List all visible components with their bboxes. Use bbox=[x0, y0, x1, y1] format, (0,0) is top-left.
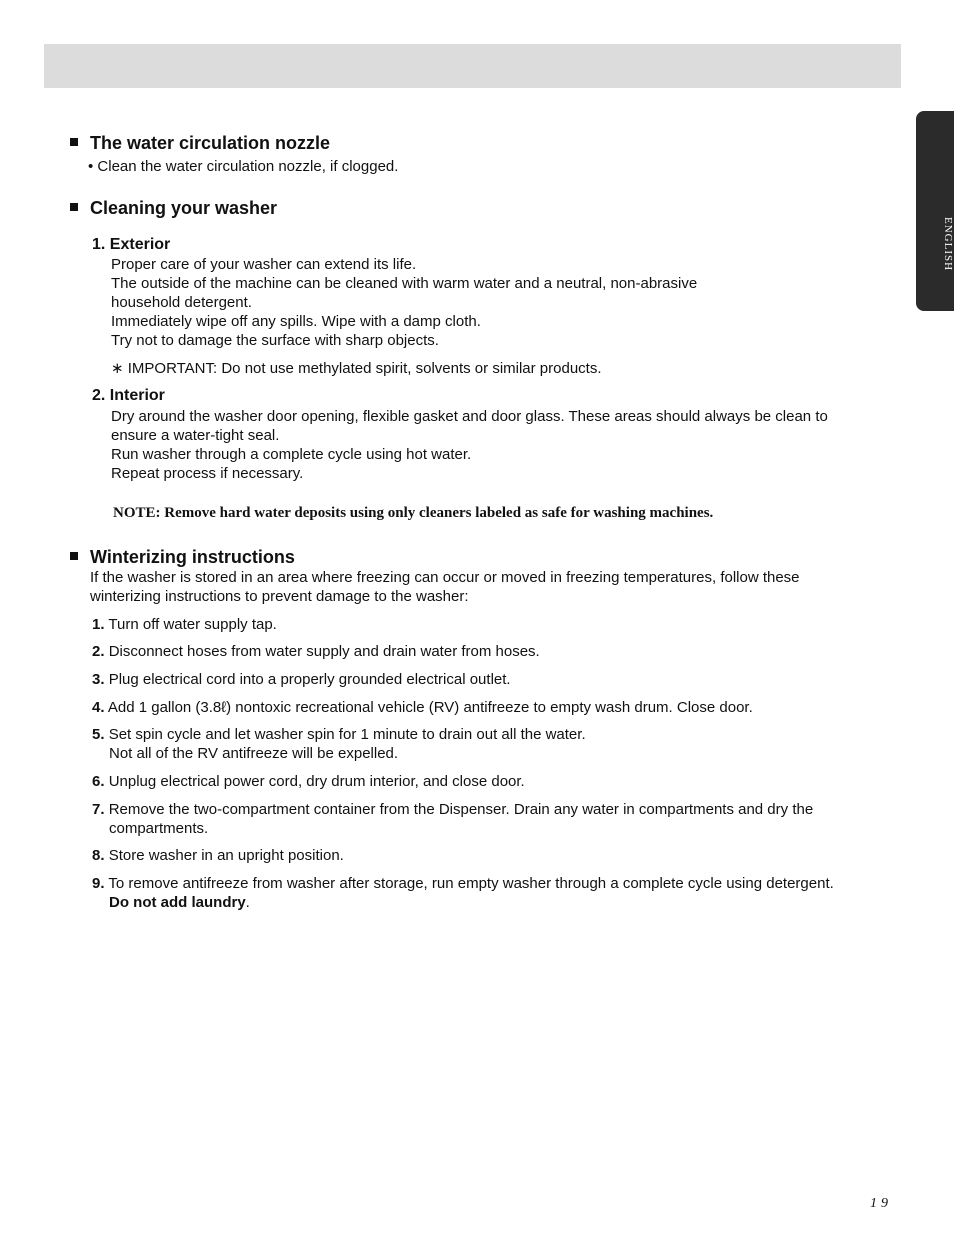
exterior-text: Proper care of your washer can extend its life. The outside of the machine can be cleaned with warm water and a neutral, non-abrasive household detergent. Immediately wipe off any spills. Wipe with a damp cloth. Try not to damage the surface with sharp objects. bbox=[111, 256, 698, 349]
important-note: ∗ IMPORTANT: Do not use methylated spirit, solvents or similar products. bbox=[111, 360, 602, 377]
header-bar bbox=[44, 44, 901, 88]
section-heading-cleaning: Cleaning your washer bbox=[70, 197, 277, 219]
winterizing-intro: If the washer is stored in an area where freezing can occur or moved in freezing temperatures, follow these winterizing instructions to prevent damage to the washer: bbox=[90, 569, 800, 605]
language-tab-label: ENGLISH bbox=[942, 216, 954, 272]
winter-step-6: 6. Unplug electrical power cord, dry drum interior, and close door. bbox=[92, 773, 525, 790]
winter-step-4: 4. Add 1 gallon (3.8ℓ) nontoxic recreational vehicle (RV) antifreeze to empty wash drum. Close door. bbox=[92, 699, 753, 716]
section-heading-nozzle: The water circulation nozzle bbox=[70, 132, 330, 154]
interior-heading: 2. Interior bbox=[92, 387, 165, 404]
winter-step-7: 7. Remove the two-compartment container from the Dispenser. Drain any water in compartments and dry the compartments. bbox=[92, 801, 814, 837]
winter-step-2: 2. Disconnect hoses from water supply and drain water from hoses. bbox=[92, 643, 540, 660]
winter-step-5: 5. Set spin cycle and let washer spin for 1 minute to drain out all the water. Not all of the RV antifreeze will be expelled. bbox=[92, 726, 586, 762]
interior-text: Dry around the washer door opening, flexible gasket and door glass. These areas should always be clean to ensure a water-tight seal. Run washer through a complete cycle using hot water. Repeat process if necessary. bbox=[111, 408, 828, 482]
nozzle-bullet: • Clean the water circulation nozzle, if clogged. bbox=[88, 158, 399, 175]
winter-step-8: 8. Store washer in an upright position. bbox=[92, 847, 344, 864]
winter-step-3: 3. Plug electrical cord into a properly grounded electrical outlet. bbox=[92, 671, 511, 688]
square-bullet-icon bbox=[70, 552, 78, 560]
section-heading-winterizing: Winterizing instructions bbox=[70, 546, 295, 568]
winter-step-1: 1. Turn off water supply tap. bbox=[92, 616, 277, 633]
page-number: 19 bbox=[870, 1196, 892, 1211]
winter-step-9: 9. To remove antifreeze from washer after storage, run empty washer through a complete cycle using detergent. Do not add laundry. bbox=[92, 875, 834, 911]
hard-water-note: NOTE: Remove hard water deposits using only cleaners labeled as safe for washing machines. bbox=[113, 505, 714, 521]
square-bullet-icon bbox=[70, 203, 78, 211]
exterior-heading: 1. Exterior bbox=[92, 236, 171, 253]
square-bullet-icon bbox=[70, 138, 78, 146]
language-tab bbox=[916, 111, 954, 311]
